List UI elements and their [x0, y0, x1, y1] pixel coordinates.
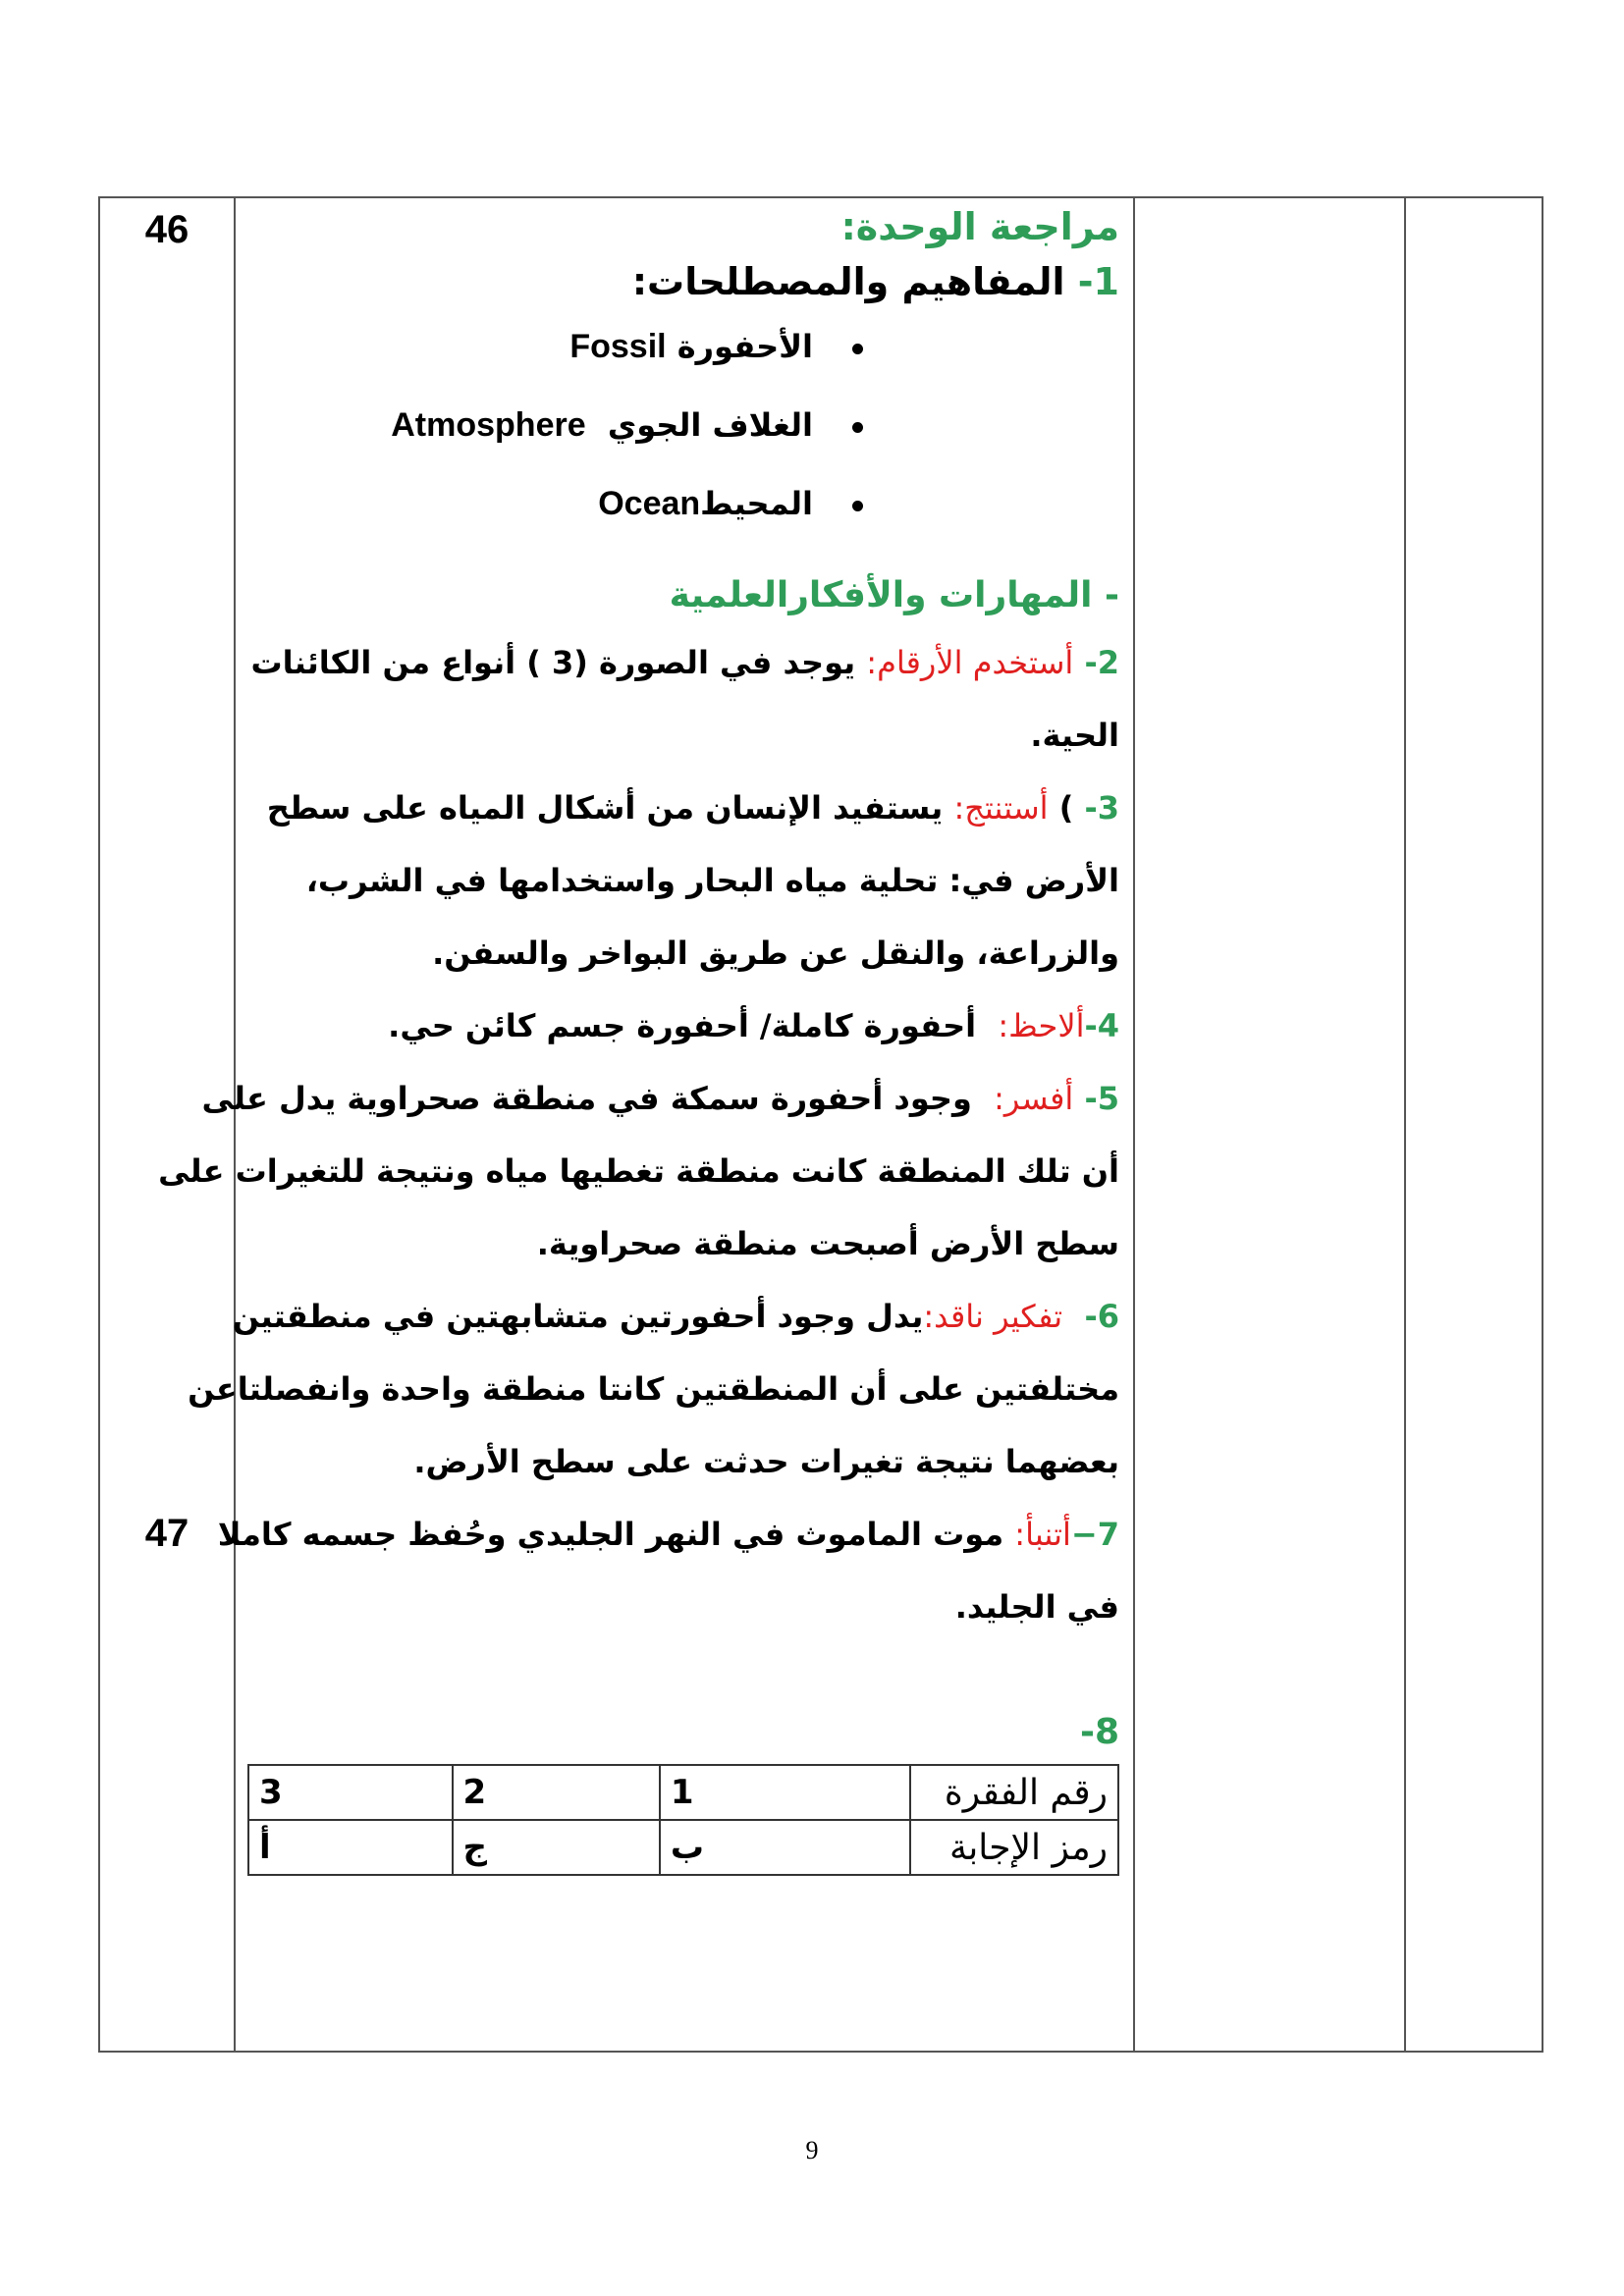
page-number: 9	[805, 2136, 819, 2164]
table-cell: ب	[660, 1820, 910, 1875]
table-cell: 3	[248, 1765, 453, 1820]
question-2-line-1: 2- أستخدم الأرقام: يوجد في الصورة (3 ) أنواع من الكائنات	[250, 644, 1119, 681]
column-divider	[234, 198, 236, 2051]
table-row	[248, 1765, 1118, 1820]
answer-table	[247, 1764, 1119, 1876]
bullet-icon	[852, 344, 863, 354]
lesson-number-46: 46	[144, 208, 189, 251]
lesson-number-47: 47	[144, 1512, 189, 1555]
question-5-line-2: أن تلك المنطقة كانت منطقة تغطيها مياه ونتيجة للتغيرات على	[158, 1152, 1119, 1190]
skills-heading: - المهارات والأفكارالعلمية	[669, 575, 1119, 615]
question-7-line-1: 7−أتنبأ: موت الماموث في النهر الجليدي وحُفظ جسمه كاملا	[217, 1516, 1119, 1553]
question-4: 4-ألاحظ: أحفورة كاملة/ أحفورة جسم كائن حي.	[388, 1007, 1119, 1044]
table-cell: 2	[453, 1765, 660, 1820]
bullet-icon	[852, 422, 863, 433]
question-3-line-3: والزراعة، والنقل عن طريق البواخر والسفن.	[432, 934, 1119, 972]
table-cell: ج	[453, 1820, 660, 1875]
table-header-cell: رمز الإجابة	[910, 1820, 1118, 1875]
table-cell: أ	[248, 1820, 453, 1875]
question-6-line-2: مختلفتين على أن المنطقتين كانتا منطقة واحدة وانفصلتاعن	[188, 1370, 1119, 1408]
term-item: الغلاف الجوي Atmosphere	[391, 406, 863, 445]
question-8-number: -8	[1080, 1712, 1119, 1752]
question-2-line-2: الحية.	[1030, 717, 1119, 754]
question-3-line-2: الأرض في: تحلية مياه البحار واستخدامها في الشرب،	[305, 862, 1119, 899]
column-divider	[1133, 198, 1135, 2051]
question-5-line-1: 5- أفسر: وجود أحفورة سمكة في منطقة صحراوية يدل على	[201, 1080, 1119, 1117]
lesson-table	[98, 196, 1543, 2053]
term-item: الأحفورة Fossil	[569, 328, 863, 366]
column-divider	[1404, 198, 1406, 2051]
bullet-icon	[852, 501, 863, 511]
question-6-line-1: 6- تفكير ناقد:يدل وجود أحفورتين متشابهتين في منطقتين	[232, 1298, 1119, 1335]
question-7-line-2: في الجليد.	[954, 1588, 1119, 1626]
table-row	[248, 1820, 1118, 1875]
question-1: 1- المفاهيم والمصطلحات:	[631, 260, 1119, 303]
table-header-cell: رقم الفقرة	[910, 1765, 1118, 1820]
question-3-line-1: 3- ) أستنتج: يستفيد الإنسان من أشكال المياه على سطح	[266, 789, 1119, 827]
table-cell: 1	[660, 1765, 910, 1820]
question-6-line-3: بعضهما نتيجة تغيرات حدثت على سطح الأرض.	[413, 1443, 1119, 1480]
question-5-line-3: سطح الأرض أصبحت منطقة صحراوية.	[536, 1225, 1119, 1262]
term-item: المحيطOcean	[598, 485, 863, 523]
review-title: مراجعة الوحدة:	[840, 205, 1119, 248]
